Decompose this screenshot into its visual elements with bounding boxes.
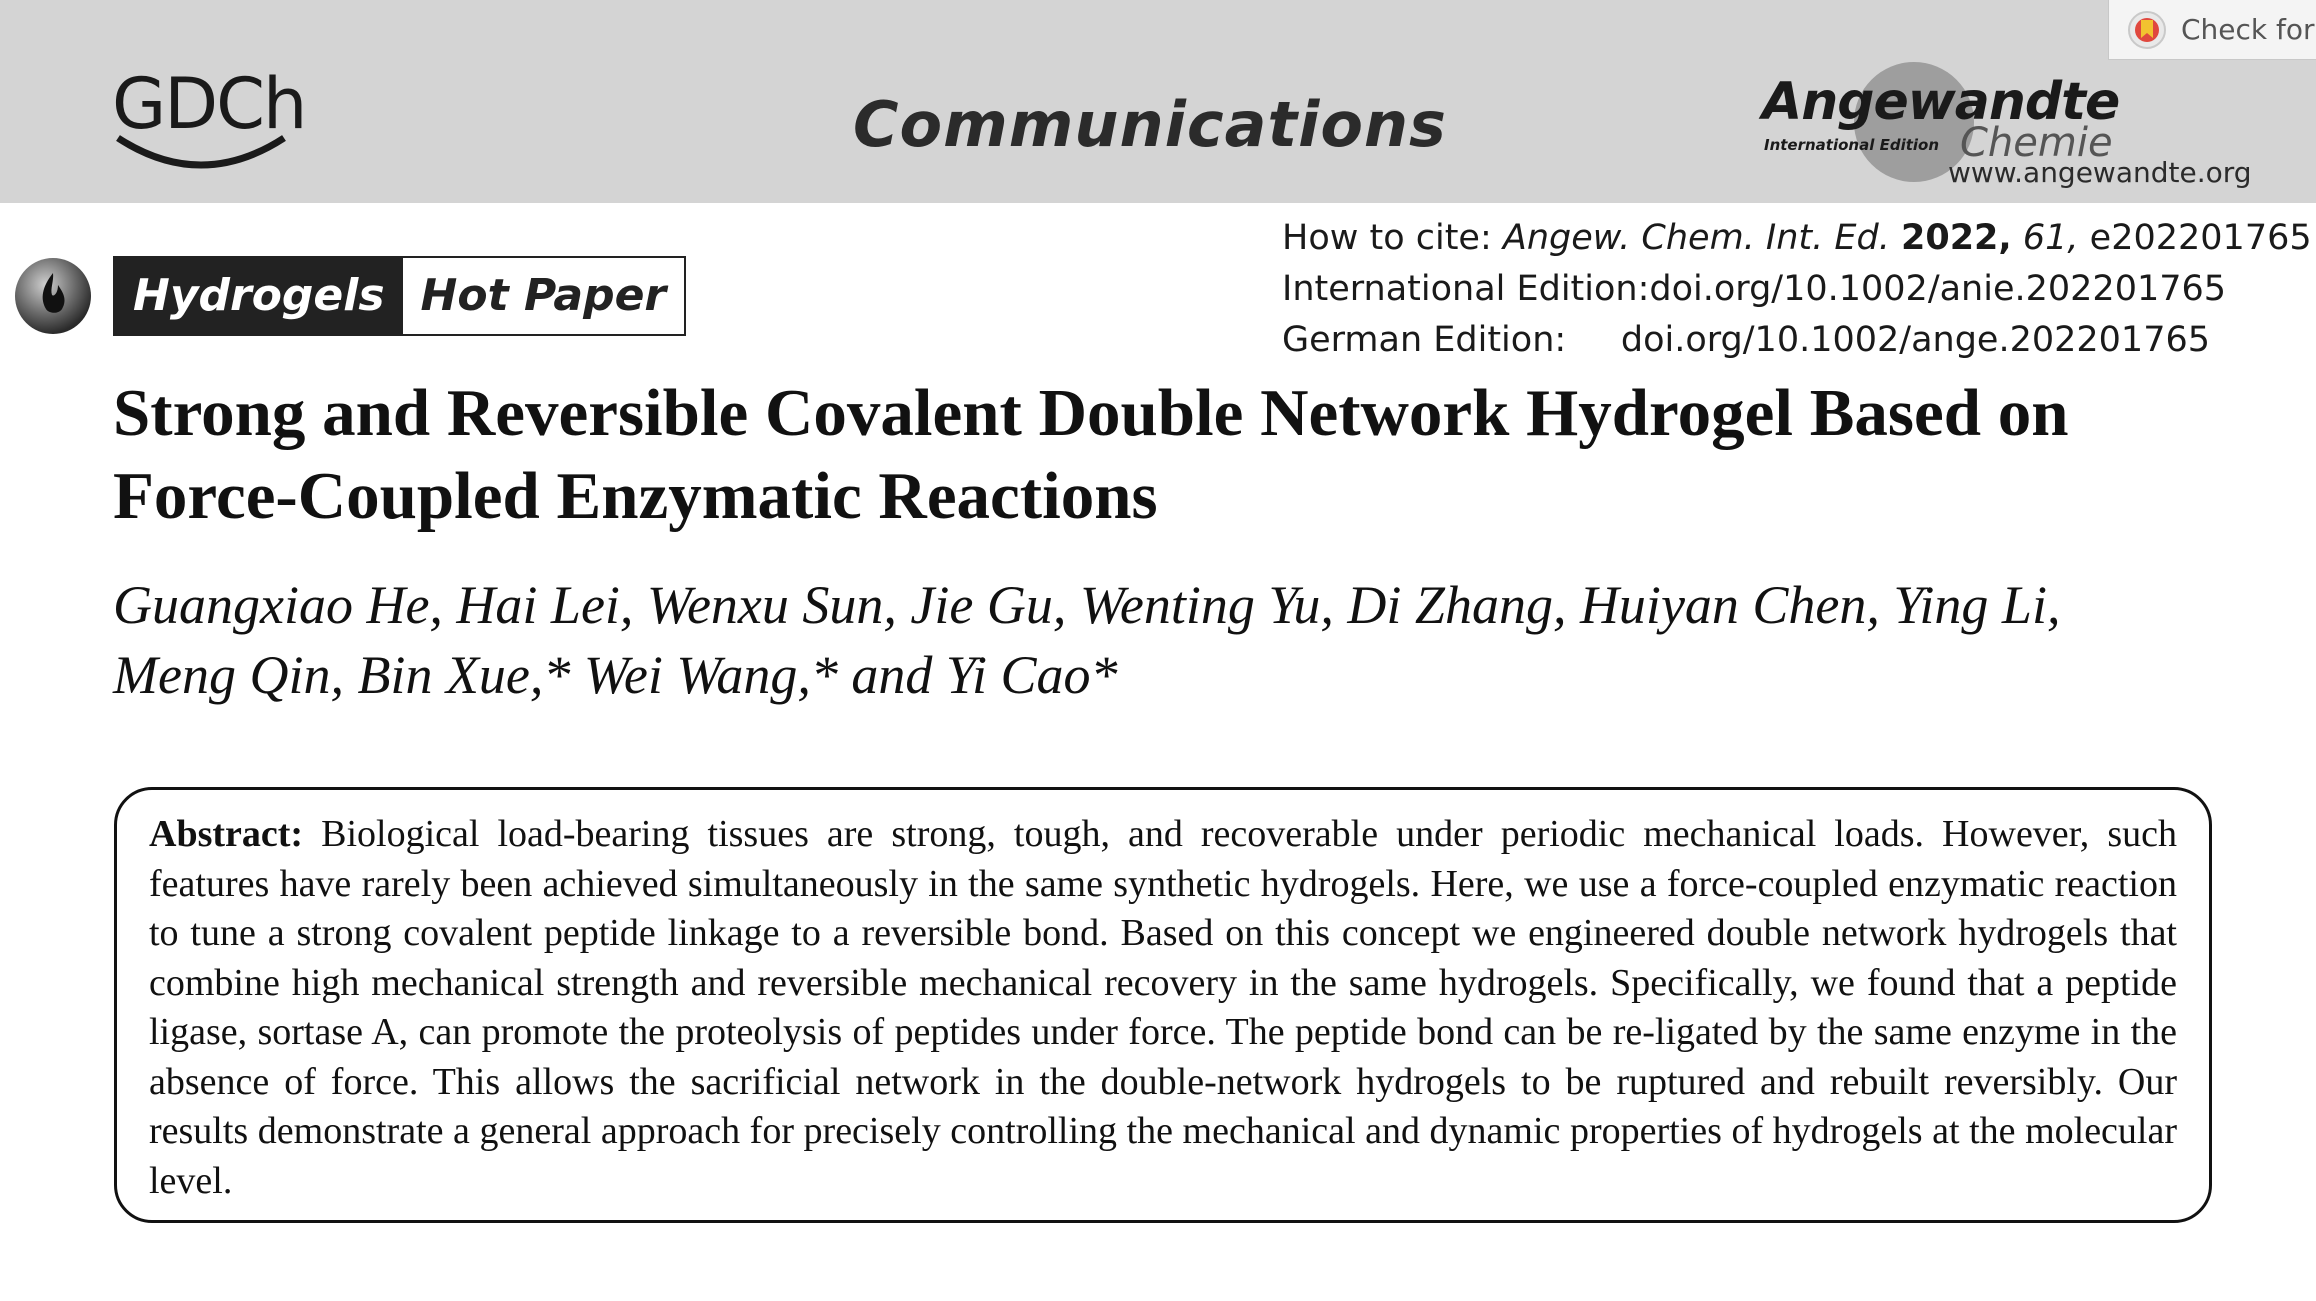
journal-subtitle: Chemie: [1960, 120, 2113, 166]
check-for-updates-button[interactable]: [2108, 0, 2316, 60]
gdch-logo-text: GDCh: [112, 63, 306, 145]
cite-volume: 61,: [2022, 218, 2079, 258]
abstract-body: Biological load-bearing tissues are strong, tough, and recoverable under periodic mechanical loads. However, such features have rarely been achieved simultaneously in the same synthetic hydrogels. Here, we use a force-coupled enzymatic reaction to tune a strong covalent peptide linkage to a reversible bond. Based on this concept we engineered double network hydrogels that combine high mechanical strength and reversible mechanical recovery in the same hydrogels. Specifically, we found that a peptide ligase, sortase A, can promote the proteolysis of peptides under force. The peptide bond can be re-ligated by the same enzyme in the absence of force. This allows the sacrificial network in the double-network hydrogels to be ruptured and rebuilt reversibly. Our results demonstrate a general approach for precisely controlling the mechanical and dynamic properties of hydrogels at the molecular level.: [149, 813, 2178, 1202]
journal-url[interactable]: www.angewandte.org: [1948, 156, 2252, 189]
journal-edition: International Edition: [1764, 136, 1940, 154]
journal-header: [0, 0, 2316, 203]
how-to-cite-row: How to cite: Angew. Chem. Int. Ed. 2022, 61, e202201765: [1282, 213, 2210, 264]
check-for-updates-label: Check for: [2181, 13, 2315, 46]
crossmark-icon: [2127, 10, 2167, 50]
abstract-box: [114, 787, 2212, 1223]
hot-paper-label: Hot Paper: [403, 258, 685, 334]
cite-article: e202201765: [2089, 218, 2312, 258]
german-doi-link[interactable]: doi.org/10.1002/ange.202201765: [1620, 320, 2210, 360]
citation-block: [1282, 213, 2312, 366]
angewandte-logo: [1762, 62, 2252, 192]
abstract-label: Abstract:: [149, 813, 304, 855]
hot-paper-badge: [113, 256, 686, 336]
paper-title: Strong and Reversible Covalent Double Network Hydrogel Based on Force-Coupled Enzymatic Reactions: [113, 376, 2069, 533]
hot-paper-flame-icon: [12, 255, 94, 337]
cite-journal: Angew. Chem. Int. Ed.: [1502, 218, 1890, 258]
section-title: Communications: [853, 88, 1447, 161]
international-doi-link[interactable]: doi.org/10.1002/anie.202201765: [1649, 269, 2227, 309]
international-edition-row: International Edition: doi.org/10.1002/anie.202201765: [1282, 264, 2210, 315]
category-label: Hydrogels: [115, 258, 403, 334]
german-edition-row: German Edition: doi.org/10.1002/ange.202201765: [1282, 315, 2210, 366]
cite-year: 2022,: [1901, 218, 2012, 258]
author-list: Guangxiao He, Hai Lei, Wenxu Sun, Jie Gu, Wenting Yu, Di Zhang, Huiyan Chen, Ying Li, Meng Qin, Bin Xue,* Wei Wang,* and Yi Cao*: [113, 575, 2061, 705]
journal-name: Angewandte: [1762, 72, 2120, 132]
abstract-text: [149, 810, 2177, 1206]
